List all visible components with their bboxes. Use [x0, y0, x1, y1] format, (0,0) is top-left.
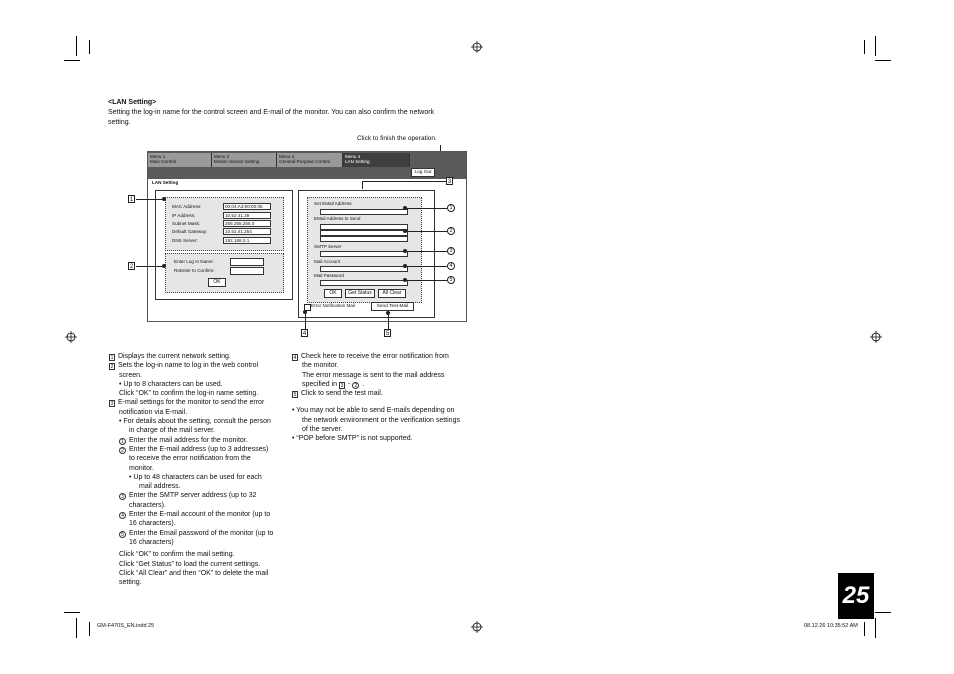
get-status-button[interactable]: Get Status [345, 289, 375, 298]
marker-box-4: 4 [302, 331, 307, 337]
footer-file: GM-F470S_EN.indd 25 [97, 623, 155, 629]
tab-main-control[interactable]: Menu 1 Main Control [148, 153, 212, 167]
marker-circle-1: 1 [447, 204, 455, 212]
subnet-mask-value: 255.255.255.0 [223, 220, 271, 227]
smtp-server-input[interactable] [320, 251, 408, 257]
marker-box-3: 3 [447, 179, 452, 185]
registration-mark-icon [471, 621, 483, 633]
lan-setting-screen [147, 151, 467, 322]
marker-circle-4: 4 [447, 262, 455, 270]
error-notification-label: Error Notification Mail [311, 303, 355, 308]
logout-button[interactable]: Log Out [411, 168, 435, 177]
email-to-send-input-3[interactable] [320, 236, 408, 242]
tab-lan-setting[interactable]: Menu 4 LAN Setting [343, 153, 410, 167]
page-title: LAN Setting [152, 180, 179, 185]
intro-text-line1: Setting the log-in name for the control screen and E-mail of the monitor. You can also confirm the network [108, 109, 435, 116]
login-box: Enter Log In Name: ReEnter to Confirm: OK [165, 253, 284, 293]
mail-password-input[interactable] [320, 280, 408, 286]
email-ok-button[interactable]: OK [324, 289, 342, 298]
login-name-input[interactable] [230, 258, 264, 266]
mail-account-input[interactable] [320, 266, 408, 272]
footer-date: 08.12.26 10:35:52 AM [804, 623, 858, 629]
tab-general-purpose[interactable]: Menu 3 General-Purpose Control [277, 153, 343, 167]
registration-mark-icon [870, 331, 882, 343]
registration-mark-icon [471, 41, 483, 53]
send-test-mail-button[interactable]: Send Test-Mail [371, 302, 414, 311]
marker-box-5: 5 [385, 331, 390, 337]
logout-callout: Click to finish the operation. [357, 135, 437, 142]
marker-box-1: 1 [129, 197, 134, 203]
gateway-value: 10.52.41.254 [223, 228, 271, 235]
set-email-address-input[interactable] [320, 209, 408, 215]
marker-box-2: 2 [129, 264, 134, 270]
intro-text-line2: setting. [108, 119, 131, 126]
left-description-column: 1 Displays the current network setting. 2 Sets the log-in name to log in the web control screen. • Up to 8 characters can be used. Click “OK” to confirm the log-in name setting. 3 E-mail settings for the monitor to send the error notification via E-mail. • For details about the setting, consult the person in charge of the mail server. 1 Enter the mail address for the monitor. 2 Enter the E-mail address (up to 3 addresses) to receive the error notification from the monitor. • Up to 48 characters can be used for each mail address. 3 Enter the SMTP server address (up to 32 characters). 4 Enter the E-mail account of the monitor (up to 16 characters). 5 Enter the Email password of the monitor (up to 16 characters) Click “OK” to confirm the mail setting. Click “Get Status” to load the current settings. Click “All Clear” and then “OK” to delete the mail setting. [110, 353, 274, 587]
tab-motion-sensor[interactable]: Menu 2 Motion Sensor Setting [212, 153, 277, 167]
page-number: 25 [838, 573, 874, 619]
login-ok-button[interactable]: OK [208, 278, 226, 287]
ip-address-value: 10.52.41.39 [223, 212, 271, 219]
network-info-box: MAC Address: 00:04:A3:00:00:05 IP Address: 10.52.41.39 Subnet Mask: 255.255.255.0 Default Gateway: 10.52.41.254 DNS Server: 192.168.0.1 [165, 197, 284, 251]
dns-server-value: 192.168.0.1 [223, 237, 271, 244]
registration-mark-icon [65, 331, 77, 343]
marker-circle-5: 5 [447, 276, 455, 284]
mac-address-value: 00:04:A3:00:00:05 [223, 203, 271, 210]
right-description-column: 4 Check here to receive the error notification from the monitor. The error message is sent to the mail address specified in 3 - 2 . 5 Click to send the test mail. • You may not be able to send E-mails depending on the network environment or the verification settings of the server. • “POP before SMTP” is not supported. [292, 353, 460, 443]
section-heading: <LAN Setting> [108, 99, 157, 106]
email-settings-box: Set EMail Address EMail Address to Send SMTP Server Mail Account Mail Password OK Get Status All Clear [307, 197, 422, 303]
email-panel [298, 190, 435, 318]
login-reenter-input[interactable] [230, 267, 264, 275]
network-panel [155, 190, 293, 300]
all-clear-button[interactable]: All Clear [378, 289, 406, 298]
marker-circle-3: 3 [447, 247, 455, 255]
marker-circle-2: 2 [447, 227, 455, 235]
